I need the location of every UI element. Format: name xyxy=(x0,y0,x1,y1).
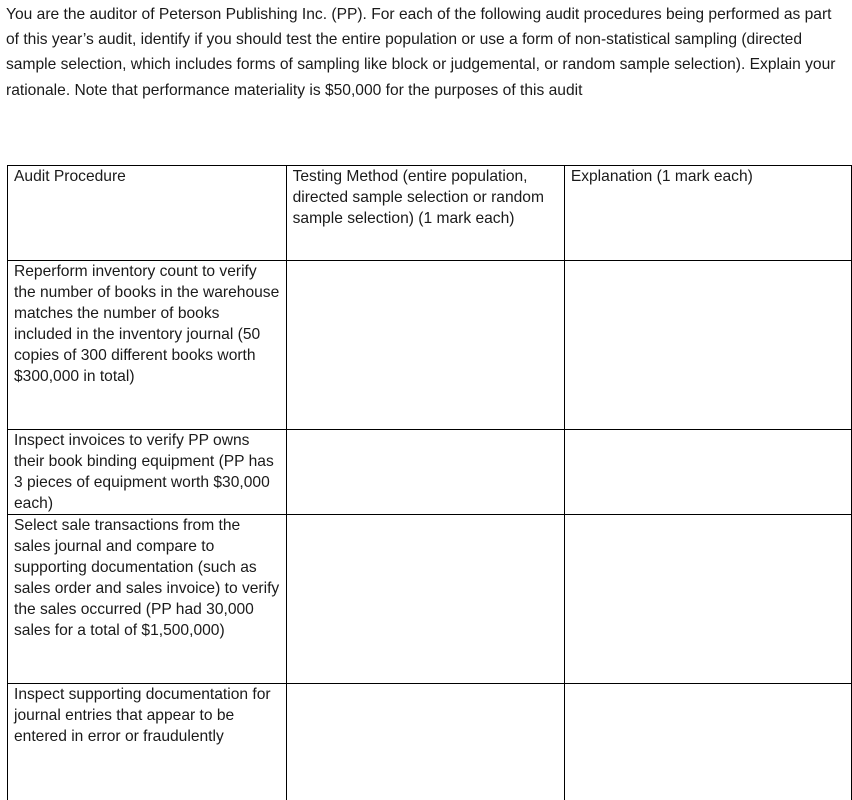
explanation-cell[interactable] xyxy=(564,430,851,515)
testing-method-cell[interactable] xyxy=(286,261,564,430)
table-row xyxy=(8,515,852,684)
explanation-cell[interactable] xyxy=(564,515,851,684)
testing-method-cell[interactable] xyxy=(286,684,564,800)
table-header-row xyxy=(8,166,852,261)
testing-method-cell[interactable] xyxy=(286,515,564,684)
header-explanation: Explanation (1 mark each) xyxy=(564,166,851,261)
table-row xyxy=(8,430,852,515)
procedure-cell: Inspect invoices to verify PP owns their book binding equipment (PP has 3 pieces of equipment worth $30,000 each) xyxy=(8,430,287,515)
question-text: You are the auditor of Peterson Publishing Inc. (PP). For each of the following audit procedures being performed as part of this year’s audit, identify if you should test the entire population or use a form of non-statistical sampling (directed sample selection, which includes forms of sampling like block or judgemental, or random sample selection). Explain your rationale. Note that performance materiality is $50,000 for the purposes of this audit xyxy=(6,2,844,103)
procedure-cell: Inspect supporting documentation for journal entries that appear to be entered in error or fraudulently xyxy=(8,684,287,800)
testing-method-cell[interactable] xyxy=(286,430,564,515)
table-row xyxy=(8,684,852,800)
explanation-cell[interactable] xyxy=(564,261,851,430)
header-testing-method: Testing Method (entire population, directed sample selection or random sample selection) (1 mark each) xyxy=(286,166,564,261)
explanation-cell[interactable] xyxy=(564,684,851,800)
procedure-cell: Reperform inventory count to verify the number of books in the warehouse matches the number of books included in the inventory journal (50 copies of 300 different books worth $300,000 in total) xyxy=(8,261,287,430)
audit-procedures-table xyxy=(7,165,852,800)
table-row xyxy=(8,261,852,430)
procedure-cell: Select sale transactions from the sales journal and compare to supporting documentation (such as sales order and sales invoice) to verify the sales occurred (PP had 30,000 sales for a total of $1,500,000) xyxy=(8,515,287,684)
header-audit-procedure: Audit Procedure xyxy=(8,166,287,261)
